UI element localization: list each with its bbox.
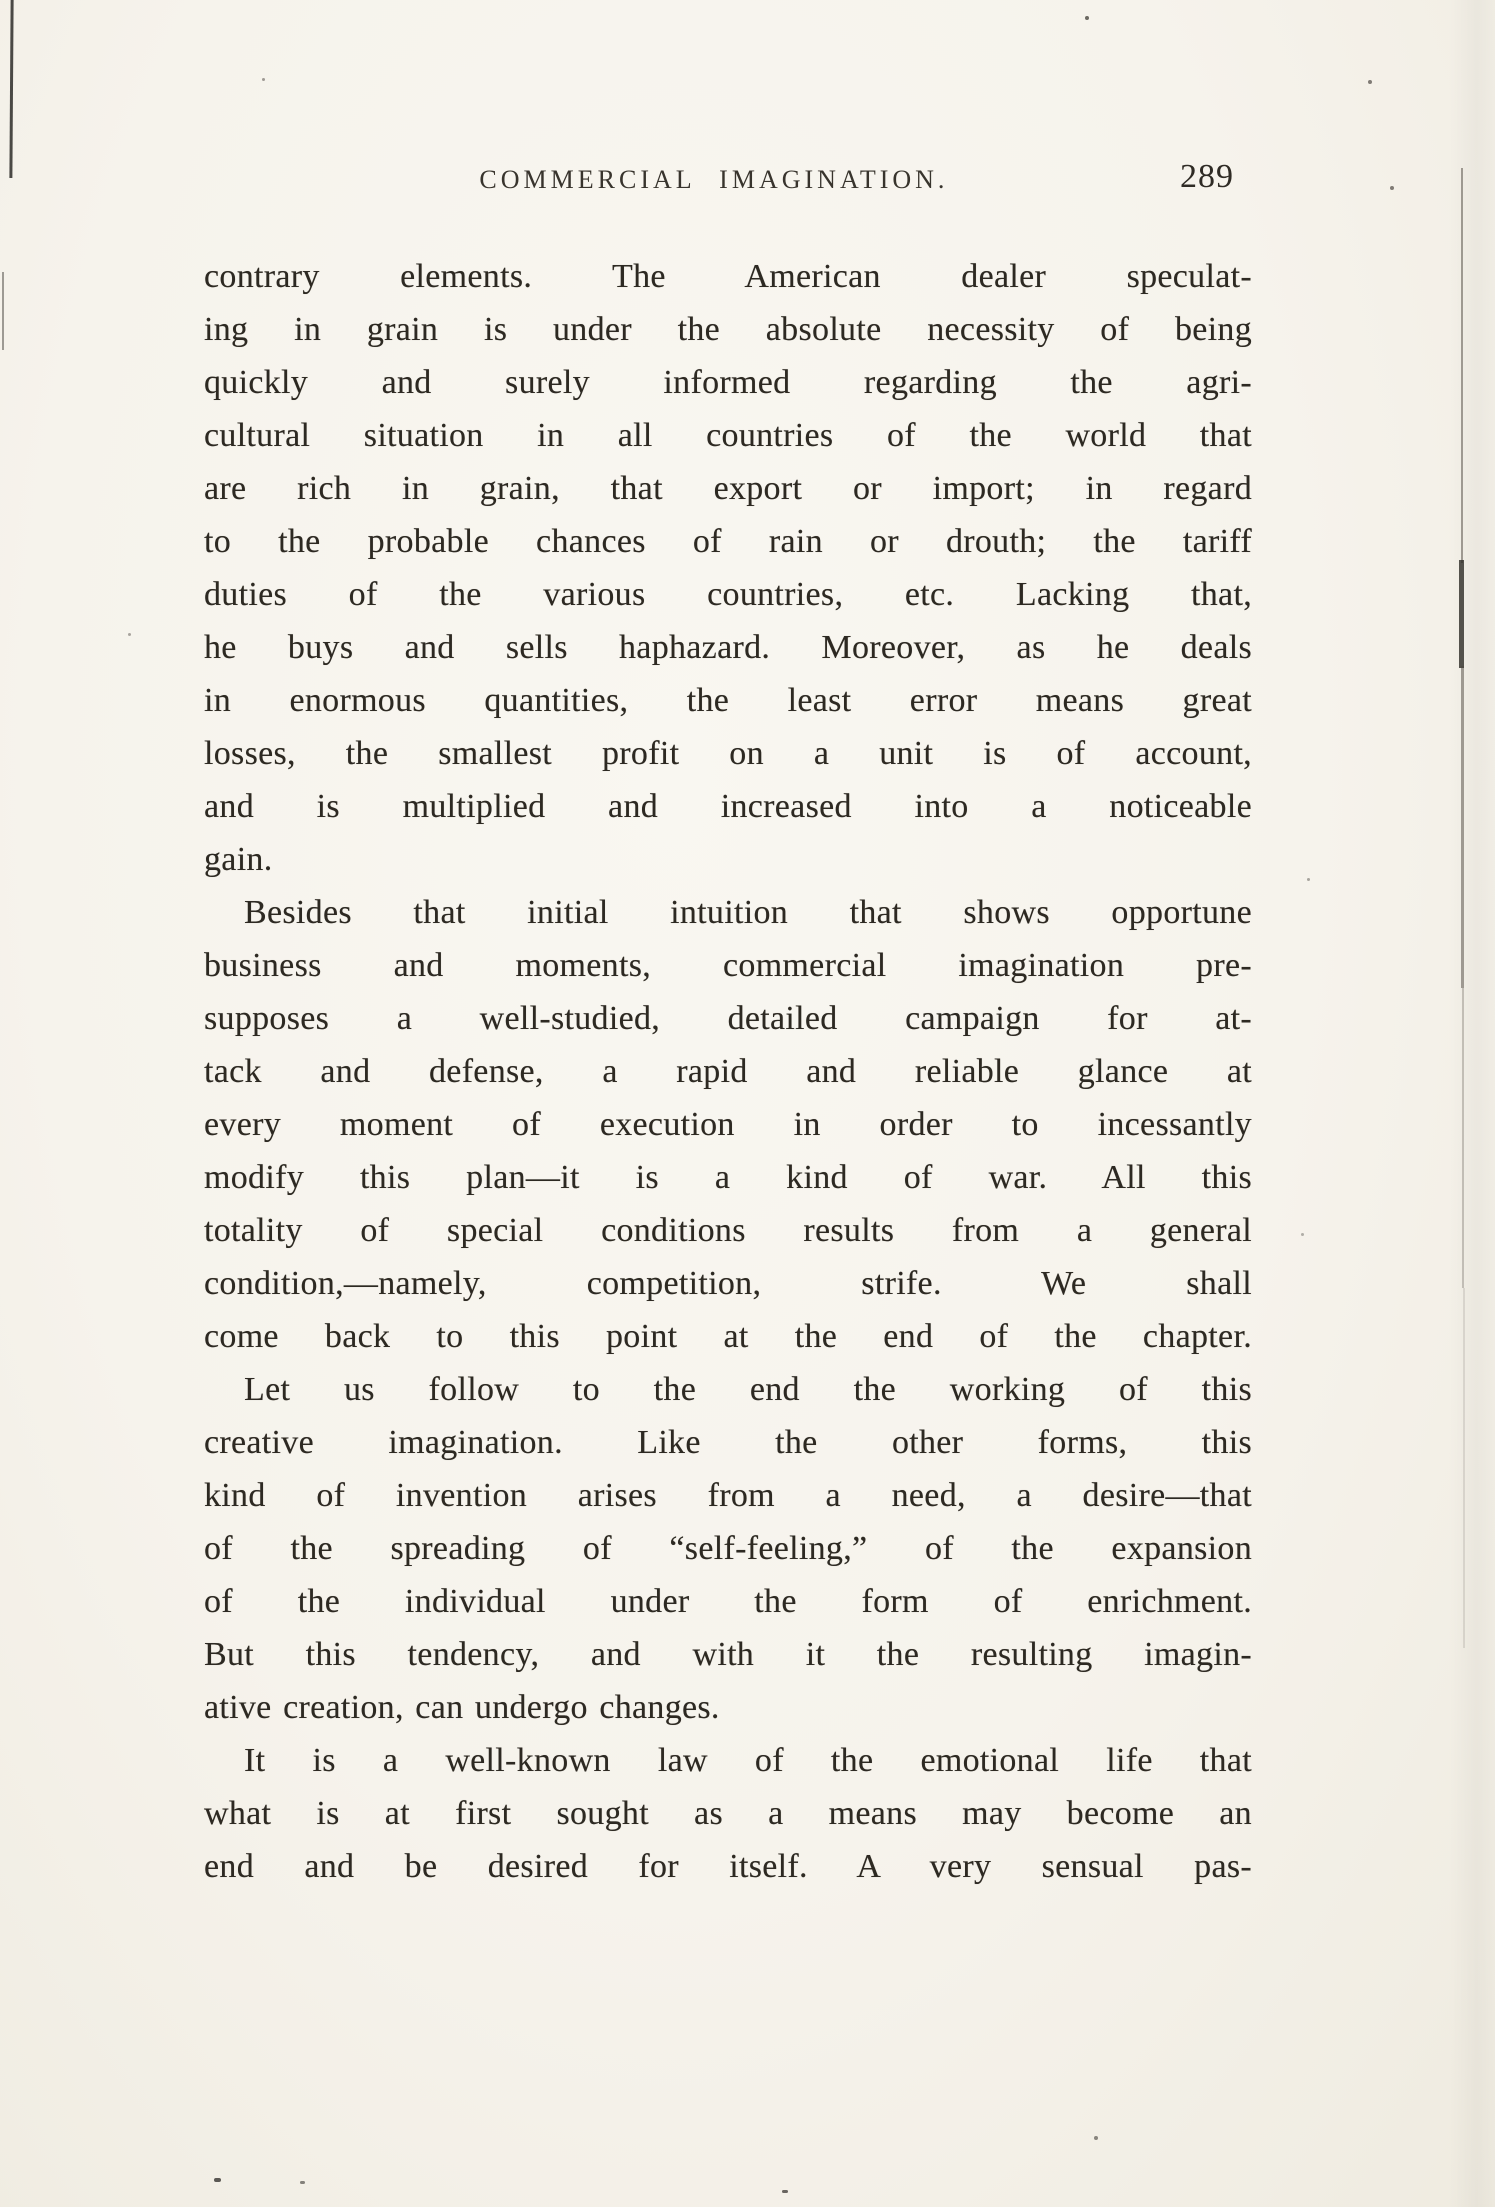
scan-artifact-line — [1463, 1288, 1465, 1648]
text-line: supposes a well-studied, detailed campaign for at- — [204, 1000, 1252, 1037]
page-number: 289 — [1180, 158, 1234, 195]
scan-speck — [1307, 878, 1310, 881]
scan-speck — [262, 78, 265, 81]
scan-artifact-line — [1459, 560, 1464, 668]
text-line: duties of the various countries, etc. Lacking that, — [204, 576, 1252, 613]
scan-artifact-line — [1461, 168, 1463, 563]
text-line: gain. — [204, 841, 273, 878]
text-line: to the probable chances of rain or drouth; the tariff — [204, 523, 1252, 560]
text-line: condition,—namely, competition, strife. We shall — [204, 1265, 1252, 1302]
text-line: But this tendency, and with it the resulting imagin- — [204, 1636, 1252, 1673]
page-body — [204, 250, 1252, 1893]
text-line: end and be desired for itself. A very sensual pas- — [204, 1848, 1252, 1885]
text-line: are rich in grain, that export or import; in regard — [204, 470, 1252, 507]
scan-artifact-line — [9, 0, 13, 178]
scan-artifact-line — [2, 272, 4, 350]
text-line: creative imagination. Like the other forms, this — [204, 1424, 1252, 1461]
scan-speck — [1094, 2136, 1098, 2140]
text-line: in enormous quantities, the least error means great — [204, 682, 1252, 719]
text-line: ative creation, can undergo changes. — [204, 1689, 720, 1726]
text-line: tack and defense, a rapid and reliable glance at — [204, 1053, 1252, 1090]
scan-speck — [782, 2190, 788, 2193]
text-line: It is a well-known law of the emotional life that — [244, 1742, 1252, 1779]
text-line: modify this plan—it is a kind of war. All this — [204, 1159, 1252, 1196]
text-line: he buys and sells haphazard. Moreover, as he deals — [204, 629, 1252, 666]
text-line: kind of invention arises from a need, a desire—that — [204, 1477, 1252, 1514]
text-line: quickly and surely informed regarding the agri- — [204, 364, 1252, 401]
text-line: totality of special conditions results from a general — [204, 1212, 1252, 1249]
scan-speck — [300, 2181, 305, 2184]
running-title: COMMERCIAL IMAGINATION. — [479, 165, 949, 194]
page-header — [204, 158, 1252, 204]
scan-speck — [214, 2178, 221, 2182]
text-line: ing in grain is under the absolute necessity of being — [204, 311, 1252, 348]
text-line: and is multiplied and increased into a noticeable — [204, 788, 1252, 825]
text-line: Besides that initial intuition that shows opportune — [244, 894, 1252, 931]
text-line: business and moments, commercial imagination pre- — [204, 947, 1252, 984]
text-line: cultural situation in all countries of the world that — [204, 417, 1252, 454]
scan-speck — [1390, 186, 1394, 190]
scan-speck — [1085, 16, 1089, 20]
scan-artifact-line — [1461, 666, 1464, 988]
text-line: Let us follow to the end the working of this — [244, 1371, 1252, 1408]
text-line: of the individual under the form of enrichment. — [204, 1583, 1252, 1620]
scan-speck — [1368, 80, 1372, 84]
text-line: contrary elements. The American dealer speculat- — [204, 258, 1252, 295]
text-line: come back to this point at the end of the chapter. — [204, 1318, 1252, 1355]
text-line: every moment of execution in order to incessantly — [204, 1106, 1252, 1143]
text-line: losses, the smallest profit on a unit is of account, — [204, 735, 1252, 772]
scan-artifact-line — [1462, 988, 1464, 1288]
page-edge-shade — [1449, 0, 1495, 2207]
scan-speck — [128, 633, 131, 636]
scan-speck — [1301, 1233, 1304, 1236]
text-line: what is at first sought as a means may become an — [204, 1795, 1252, 1832]
text-line: of the spreading of “self-feeling,” of the expansion — [204, 1530, 1252, 1567]
